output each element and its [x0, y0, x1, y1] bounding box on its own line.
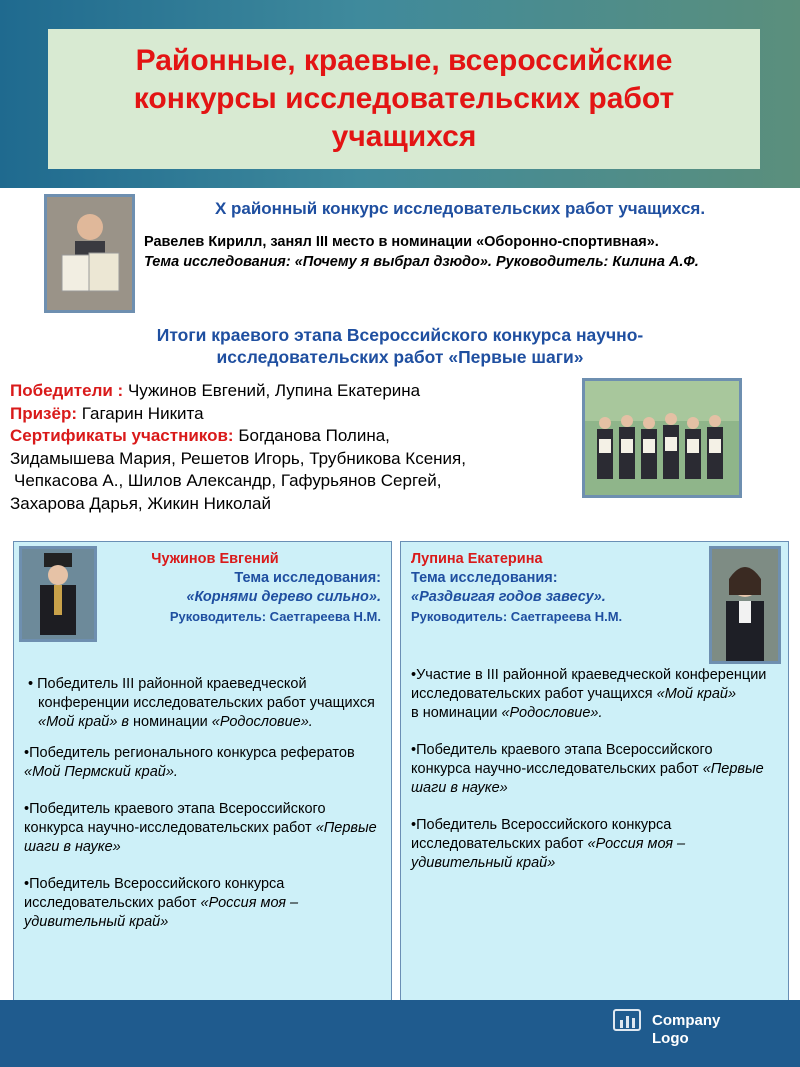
card-right-header: Лупина Екатерина Тема исследования: «Раздвигая годов завесу». Руководитель: Саетгареева Н.М. [411, 551, 623, 624]
section2-title: Итоги краевого этапа Всероссийского конкурса научно- исследовательских работ «Первые шаги» [156, 325, 644, 367]
title-box [48, 29, 760, 169]
card-left-body: • Победитель III районной краеведческой конференции исследовательских работ учащихся «Мой край» в номинации «Родословие». •Победитель регионального конкурса рефератов «Мой Пермский край». •Победитель краевого этапа Всероссийского конкурса научно-исследовательских работ «Первые шаги в науке» •Победитель Всероссийского конкурса исследовательских работ «Россия моя – удивительный край» [24, 676, 377, 930]
card-right-body: •Участие в III районной краеведческой конференции исследовательских работ учащихся «Мой край» в номинации «Родословие». •Победитель краевого этапа Всероссийского конкурса научно-исследовательских работ «Первые шаги в науке» •Победитель Всероссийского конкурса исследовательских работ «Россия моя – удивительный край» [411, 667, 767, 871]
photo-boy-in-costume [19, 546, 97, 642]
section3-results: Победители : Чужинов Евгений, Лупина Екатерина Призёр: Гагарин Никита Сертификаты участников: Богданова Полина, Зидамышева Мария, Решетов Игорь, Трубникова Ксения, Чепкасова А., Шилов Александр, Гафурьянов Сергей, Захарова Дарья, Жикин Николай [10, 381, 466, 513]
card-lupina [400, 541, 789, 1014]
company-logo-icon [612, 1006, 646, 1045]
section1-title: X районный конкурс исследовательских работ учащихся. [214, 199, 706, 218]
page-title: Районные, краевые, всероссийские конкурсы исследовательских работ учащихся [133, 44, 675, 153]
photo-girl [709, 546, 781, 664]
card-left-header: Чужинов Евгений Тема исследования: «Корнями дерево сильно». Руководитель: Саетгареева Н.М. [151, 551, 381, 624]
photo-boy-with-diploma [44, 194, 135, 313]
card-chuzhinov [13, 541, 392, 1014]
company-logo-text: Company Logo [652, 1012, 721, 1047]
photo-group-of-students [582, 378, 742, 498]
section1-text: Равелев Кирилл, занял III место в номинации «Оборонно-спортивная». Тема исследования: «Почему я выбрал дзюдо». Руководитель: Килина А.Ф. [144, 234, 699, 270]
